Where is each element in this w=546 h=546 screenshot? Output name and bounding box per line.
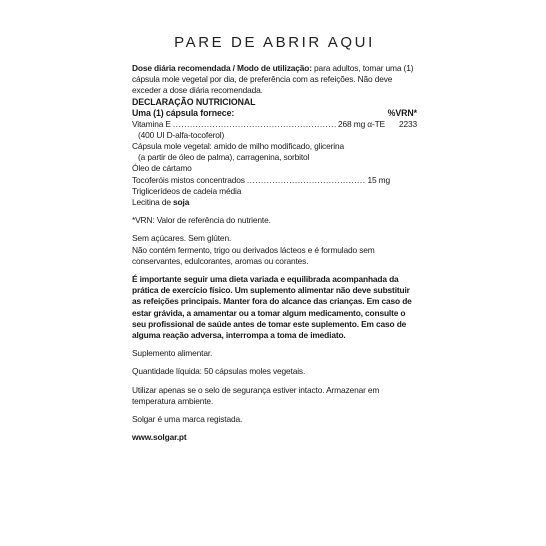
free-from-line1: Sem açúcares. Sem glúten. [132, 233, 232, 244]
nutrition-declaration-title: DECLARAÇÃO NUTRICIONAL [132, 96, 256, 107]
leader-dots [173, 119, 336, 130]
lecithin-prefix: Lecitina de [132, 197, 174, 208]
trademark-note: Solgar é uma marca registada. [132, 414, 243, 425]
ingredient-row-tocopherols [132, 175, 390, 186]
ingredient-amount: 15 mg [367, 174, 390, 185]
serving-label: Uma (1) cápsula fornece: [132, 107, 235, 118]
seal-storage-note: Utilizar apenas se o selo de segurança estiver intacto. Armazenar em temperatura ambiente. [132, 384, 380, 406]
nutrient-vrn: 2233 [398, 118, 417, 129]
vrn-header: %VRN* [387, 107, 417, 118]
nutrition-subheader [132, 108, 417, 119]
website-url: www.solgar.pt [132, 432, 187, 443]
warning-text: É importante seguir uma dieta variada e equilibrada acompanhada da prática de exercício físico. Um suplemento alimentar não deve substituir as refeições principais. Manter fora do alcance das crianças. Em caso de estar grávida, a amamentar ou a tomar algum medicamento, consulte o seu profissional de saúde antes de tomar este suplemento. Em caso de alguma reação adversa, interrompa a toma de imediato. [132, 274, 412, 341]
oil-ingredient: Óleo de cártamo [132, 163, 192, 174]
net-quantity: Quantidade líquida: 50 cápsulas moles vegetais. [132, 366, 306, 377]
nutrient-name: Vitamina E [132, 118, 171, 129]
open-here-heading: PARE DE ABRIR AQUI [174, 34, 375, 51]
leader-dots [247, 175, 366, 186]
lecithin-ingredient [132, 197, 417, 208]
triglycerides-ingredient: Triglicerídeos de cadeia média [132, 185, 242, 196]
nutrient-row-vitamin-e [132, 119, 417, 130]
dose-instructions [132, 63, 417, 97]
ingredient-name: Tocoferóis mistos concentrados [132, 174, 245, 185]
vrn-footnote: *VRN: Valor de referência do nutriente. [132, 215, 271, 226]
supplement-statement: Suplemento alimentar. [132, 348, 213, 359]
nutrient-amount: 268 mg α-TE [338, 118, 385, 129]
product-label [132, 34, 417, 443]
vitamin-note: (400 UI D-alfa-tocoferol) [138, 129, 225, 140]
allergen-soy: soja [173, 197, 190, 208]
capsule-ingredients-line2: (a partir de óleo de palma), carragenina, sorbitol [138, 152, 310, 163]
capsule-ingredients-line1: Cápsula mole vegetal: amido de milho modificado, glicerina [132, 141, 344, 152]
dose-label: Dose diária recomendada / Modo de utilização: [132, 63, 312, 73]
free-from-line2: Não contém fermento, trigo ou derivados lácteos e é formulado sem conservantes, edulcorantes, aromas ou corantes. [132, 244, 375, 266]
dose-text: para adultos, tomar uma (1) cápsula mole vegetal por dia, de preferência com as refeições. Não deve exceder a dose diária recomendada. [132, 63, 414, 96]
